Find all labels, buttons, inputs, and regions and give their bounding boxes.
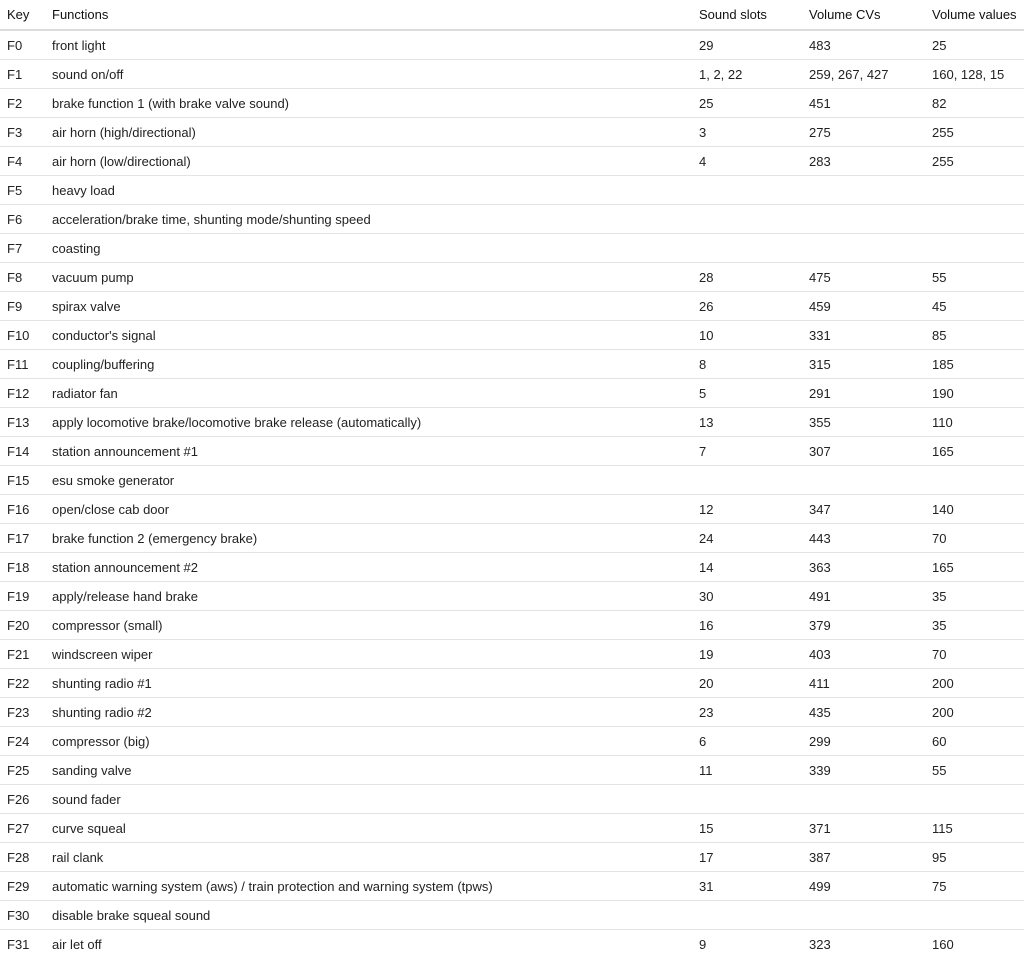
cell-function: curve squeal <box>45 814 692 843</box>
cell-volume-values: 190 <box>925 379 1024 408</box>
cell-function: air horn (low/directional) <box>45 147 692 176</box>
header-key: Key <box>0 0 45 30</box>
cell-sound-slots: 20 <box>692 669 802 698</box>
cell-key: F14 <box>0 437 45 466</box>
table-row <box>0 756 1024 785</box>
cell-volume-values <box>925 205 1024 234</box>
cell-volume-values: 82 <box>925 89 1024 118</box>
cell-volume-values <box>925 176 1024 205</box>
cell-sound-slots <box>692 205 802 234</box>
cell-sound-slots: 13 <box>692 408 802 437</box>
cell-key: F18 <box>0 553 45 582</box>
cell-key: F26 <box>0 785 45 814</box>
cell-volume-values: 165 <box>925 553 1024 582</box>
cell-sound-slots: 4 <box>692 147 802 176</box>
cell-key: F6 <box>0 205 45 234</box>
cell-volume-values: 185 <box>925 350 1024 379</box>
cell-sound-slots: 15 <box>692 814 802 843</box>
cell-sound-slots: 8 <box>692 350 802 379</box>
cell-sound-slots: 28 <box>692 263 802 292</box>
cell-volume-cvs <box>802 466 925 495</box>
cell-volume-cvs: 299 <box>802 727 925 756</box>
table-row <box>0 234 1024 263</box>
table-row <box>0 901 1024 930</box>
cell-function: sound fader <box>45 785 692 814</box>
cell-volume-cvs: 411 <box>802 669 925 698</box>
table-row <box>0 930 1024 959</box>
cell-key: F27 <box>0 814 45 843</box>
cell-volume-cvs <box>802 205 925 234</box>
cell-volume-values: 70 <box>925 524 1024 553</box>
table-row <box>0 814 1024 843</box>
cell-key: F3 <box>0 118 45 147</box>
cell-sound-slots: 10 <box>692 321 802 350</box>
cell-volume-cvs: 339 <box>802 756 925 785</box>
cell-sound-slots: 7 <box>692 437 802 466</box>
cell-volume-values: 45 <box>925 292 1024 321</box>
table-row <box>0 118 1024 147</box>
table-row <box>0 205 1024 234</box>
header-volume-cvs: Volume CVs <box>802 0 925 30</box>
table-row <box>0 147 1024 176</box>
cell-function: station announcement #1 <box>45 437 692 466</box>
cell-function: coasting <box>45 234 692 263</box>
cell-key: F15 <box>0 466 45 495</box>
cell-volume-cvs: 403 <box>802 640 925 669</box>
cell-key: F22 <box>0 669 45 698</box>
cell-key: F11 <box>0 350 45 379</box>
table-row <box>0 611 1024 640</box>
table-row <box>0 437 1024 466</box>
table-row <box>0 640 1024 669</box>
cell-function: apply/release hand brake <box>45 582 692 611</box>
table-row <box>0 524 1024 553</box>
table-row <box>0 350 1024 379</box>
cell-volume-values: 160 <box>932 936 954 952</box>
table-row <box>0 379 1024 408</box>
cell-sound-slots: 24 <box>692 524 802 553</box>
cell-sound-slots: 29 <box>692 30 802 60</box>
table-row <box>0 292 1024 321</box>
table-row <box>0 553 1024 582</box>
table-row <box>0 408 1024 437</box>
cell-volume-values: 25 <box>925 30 1024 60</box>
cell-sound-slots: 5 <box>692 379 802 408</box>
cell-sound-slots: 25 <box>692 89 802 118</box>
cell-function: rail clank <box>45 843 692 872</box>
table-row <box>0 30 1024 60</box>
cell-volume-values: 200 <box>925 698 1024 727</box>
cell-volume-cvs: 315 <box>802 350 925 379</box>
cell-sound-slots <box>692 785 802 814</box>
cell-sound-slots <box>692 234 802 263</box>
cell-volume-cvs: 443 <box>802 524 925 553</box>
cell-volume-values: 255 <box>925 118 1024 147</box>
cell-volume-cvs: 379 <box>802 611 925 640</box>
cell-volume-cvs <box>802 901 925 930</box>
cell-volume-cvs <box>802 234 925 263</box>
header-volume-values: Volume values <box>925 0 1024 30</box>
cell-function: heavy load <box>45 176 692 205</box>
cell-sound-slots: 1, 2, 22 <box>692 60 802 89</box>
cell-volume-values: 35 <box>925 582 1024 611</box>
cell-volume-cvs: 483 <box>802 30 925 60</box>
cell-function: automatic warning system (aws) / train protection and warning system (tpws) <box>45 872 692 901</box>
cell-volume-values: 75 <box>925 872 1024 901</box>
cell-sound-slots <box>692 901 802 930</box>
cell-function: spirax valve <box>45 292 692 321</box>
cell-key: F4 <box>0 147 45 176</box>
cell-volume-cvs: 355 <box>802 408 925 437</box>
cell-sound-slots: 31 <box>692 872 802 901</box>
cell-key: F31 <box>7 936 30 952</box>
cell-function: brake function 2 (emergency brake) <box>45 524 692 553</box>
table-row <box>0 582 1024 611</box>
cell-volume-values: 55 <box>925 263 1024 292</box>
cell-key: F7 <box>0 234 45 263</box>
cell-volume-cvs: 347 <box>802 495 925 524</box>
cell-key: F8 <box>0 263 45 292</box>
cell-volume-values <box>925 466 1024 495</box>
cell-volume-values: 200 <box>925 669 1024 698</box>
cell-sound-slots <box>692 466 802 495</box>
cell-function: disable brake squeal sound <box>45 901 692 930</box>
cell-sound-slots: 9 <box>699 936 707 952</box>
table-header <box>0 0 1024 30</box>
table-row <box>0 669 1024 698</box>
cell-volume-values: 115 <box>925 814 1024 843</box>
cell-volume-cvs: 283 <box>802 147 925 176</box>
cell-key: F0 <box>0 30 45 60</box>
cell-function: open/close cab door <box>45 495 692 524</box>
cell-volume-cvs <box>802 785 925 814</box>
cell-function: radiator fan <box>45 379 692 408</box>
table-row <box>0 263 1024 292</box>
cell-function: windscreen wiper <box>45 640 692 669</box>
cell-key: F23 <box>0 698 45 727</box>
cell-volume-cvs: 435 <box>802 698 925 727</box>
cell-key: F9 <box>0 292 45 321</box>
cell-volume-values <box>925 901 1024 930</box>
cell-key: F13 <box>0 408 45 437</box>
table-row <box>0 727 1024 756</box>
cell-function: sound on/off <box>45 60 692 89</box>
cell-function: shunting radio #2 <box>45 698 692 727</box>
cell-volume-cvs: 451 <box>802 89 925 118</box>
cell-key: F20 <box>0 611 45 640</box>
cell-volume-cvs: 275 <box>802 118 925 147</box>
cell-volume-values: 140 <box>925 495 1024 524</box>
cell-sound-slots: 14 <box>692 553 802 582</box>
cell-function: brake function 1 (with brake valve sound) <box>45 89 692 118</box>
cell-sound-slots: 26 <box>692 292 802 321</box>
table-row <box>0 89 1024 118</box>
cell-sound-slots <box>692 176 802 205</box>
header-functions: Functions <box>45 0 692 30</box>
cell-key: F19 <box>0 582 45 611</box>
cell-key: F24 <box>0 727 45 756</box>
table-row <box>0 321 1024 350</box>
cell-sound-slots: 30 <box>692 582 802 611</box>
cell-function: apply locomotive brake/locomotive brake release (automatically) <box>45 408 692 437</box>
table-body <box>0 30 1024 958</box>
cell-volume-values: 95 <box>925 843 1024 872</box>
cell-volume-cvs: 499 <box>802 872 925 901</box>
cell-key: F25 <box>0 756 45 785</box>
cell-volume-values: 160, 128, 15 <box>925 60 1024 89</box>
cell-function: acceleration/brake time, shunting mode/shunting speed <box>45 205 692 234</box>
cell-function: sanding valve <box>45 756 692 785</box>
header-row <box>0 0 1024 30</box>
table-row <box>0 176 1024 205</box>
cell-function: conductor's signal <box>45 321 692 350</box>
cell-key: F30 <box>0 901 45 930</box>
cell-volume-cvs: 307 <box>802 437 925 466</box>
cell-key: F16 <box>0 495 45 524</box>
cell-function: front light <box>45 30 692 60</box>
cell-volume-cvs: 387 <box>802 843 925 872</box>
cell-volume-values: 110 <box>925 408 1024 437</box>
cell-sound-slots: 23 <box>692 698 802 727</box>
cell-sound-slots: 6 <box>692 727 802 756</box>
cell-volume-values: 85 <box>925 321 1024 350</box>
cell-volume-cvs: 459 <box>802 292 925 321</box>
table-row <box>0 872 1024 901</box>
cell-function: coupling/buffering <box>45 350 692 379</box>
table-row <box>0 785 1024 814</box>
cell-key: F5 <box>0 176 45 205</box>
cell-sound-slots: 12 <box>692 495 802 524</box>
table-row <box>0 466 1024 495</box>
cell-function: station announcement #2 <box>45 553 692 582</box>
cell-key: F12 <box>0 379 45 408</box>
table-row <box>0 843 1024 872</box>
cell-volume-cvs: 323 <box>809 936 831 952</box>
cell-volume-cvs: 371 <box>802 814 925 843</box>
cell-function: vacuum pump <box>45 263 692 292</box>
cell-volume-values: 35 <box>925 611 1024 640</box>
cell-volume-values: 165 <box>925 437 1024 466</box>
cell-sound-slots: 16 <box>692 611 802 640</box>
cell-volume-cvs <box>802 176 925 205</box>
table-row <box>0 698 1024 727</box>
cell-key: F10 <box>0 321 45 350</box>
cell-volume-cvs: 363 <box>802 553 925 582</box>
cell-function: esu smoke generator <box>45 466 692 495</box>
cell-volume-values <box>925 234 1024 263</box>
cell-volume-values: 60 <box>925 727 1024 756</box>
cell-volume-values <box>925 785 1024 814</box>
header-sound-slots: Sound slots <box>692 0 802 30</box>
cell-key: F17 <box>0 524 45 553</box>
cell-function: shunting radio #1 <box>45 669 692 698</box>
cell-function: compressor (small) <box>45 611 692 640</box>
cell-volume-cvs: 259, 267, 427 <box>802 60 925 89</box>
cell-volume-values: 70 <box>925 640 1024 669</box>
cell-sound-slots: 11 <box>692 756 802 785</box>
cell-volume-cvs: 491 <box>802 582 925 611</box>
cell-key: F1 <box>0 60 45 89</box>
table-row <box>0 60 1024 89</box>
cell-function: air let off <box>52 936 102 952</box>
cell-sound-slots: 19 <box>692 640 802 669</box>
cell-function: air horn (high/directional) <box>45 118 692 147</box>
cell-function: compressor (big) <box>45 727 692 756</box>
cell-key: F2 <box>0 89 45 118</box>
cell-key: F28 <box>0 843 45 872</box>
cell-volume-values: 255 <box>925 147 1024 176</box>
cell-key: F21 <box>0 640 45 669</box>
cell-volume-cvs: 331 <box>802 321 925 350</box>
cell-volume-cvs: 475 <box>802 263 925 292</box>
cell-volume-values: 55 <box>925 756 1024 785</box>
cell-sound-slots: 3 <box>692 118 802 147</box>
cell-key: F29 <box>0 872 45 901</box>
cell-volume-cvs: 291 <box>802 379 925 408</box>
cell-sound-slots: 17 <box>692 843 802 872</box>
table-row <box>0 495 1024 524</box>
